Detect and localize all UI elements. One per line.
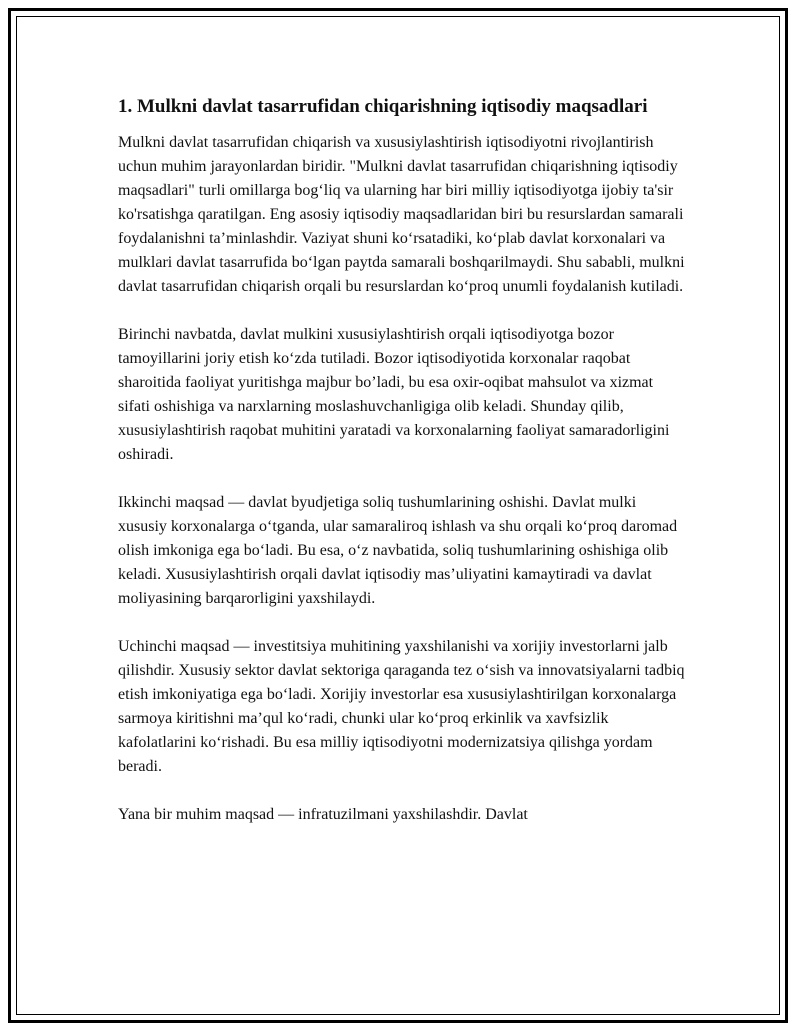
paragraph-first-goal: Birinchi navbatda, davlat mulkini xususiylashtirish orqali iqtisodiyotga bozor tamoyillarini joriy etish ko‘zda tutiladi. Bozor iqtisodiyotida korxonalar raqobat sharoitida faoliyat yuritishga majbur bo’ladi, bu esa oxir-oqibat mahsulot va xizmat sifati oshishiga va narxlarning moslashuvchanligiga olib keladi. Shunday qilib, xususiylashtirish raqobat muhitini yaratadi va korxonalarning faoliyat samaradorligini oshiradi. <box>118 326 670 463</box>
document-body <box>118 93 688 851</box>
paragraph-third-goal: Uchinchi maqsad — investitsiya muhitining yaxshilanishi va xorijiy investorlarni jalb qilishdir. Xususiy sektor davlat sektoriga qaraganda tez o‘sish va innovatsiyalarni tadbiq etish imkoniyatiga ega bo‘ladi. Xorijiy investorlar esa xususiylashtirilgan korxonalarga sarmoya kiritishni ma’qul ko‘radi, chunki ular ko‘proq erkinlik va xavfsizlik kafolatlarini ko‘rishadi. Bu esa milliy iqtisodiyotni modernizatsiya qilishga yordam beradi. <box>118 638 685 775</box>
paragraph-next-goal: Yana bir muhim maqsad — infratuzilmani yaxshilashdir. Davlat <box>118 806 528 823</box>
paragraph-intro: Mulkni davlat tasarrufidan chiqarish va xususiylashtirish iqtisodiyotni rivojlantirish uchun muhim jarayonlardan biridir. "Mulkni davlat tasarrufidan chiqarishning iqtisodiy maqsadlari" turli omillarga bog‘liq va ularning har biri milliy iqtisodiyotga ijobiy ta'sir ko'rsatishga qaratilgan. Eng asosiy iqtisodiy maqsadlaridan biri bu resurslardan samarali foydalanishni ta’minlashdir. Vaziyat shuni ko‘rsatadiki, ko‘plab davlat korxonalari va mulklari davlat tasarrufida bo‘lgan paytda samarali boshqarilmaydi. Shu sababli, mulkni davlat tasarrufidan chiqarish orqali bu resurslardan ko‘proq unumli foydalanish kutiladi. <box>118 134 685 295</box>
paragraph-second-goal: Ikkinchi maqsad — davlat byudjetiga soliq tushumlarining oshishi. Davlat mulki xususiy korxonalarga o‘tganda, ular samaraliroq ishlash va shu orqali ko‘proq daromad olish imkoniga ega bo‘ladi. Bu esa, o‘z navbatida, soliq tushumlarining oshishiga olib keladi. Xususiylashtirish orqali davlat iqtisodiy mas’uliyatini kamaytiradi va davlat moliyasining barqarorligini yaxshilaydi. <box>118 494 678 607</box>
section-title: 1. Mulkni davlat tasarrufidan chiqarishning iqtisodiy maqsadlari <box>118 96 648 117</box>
